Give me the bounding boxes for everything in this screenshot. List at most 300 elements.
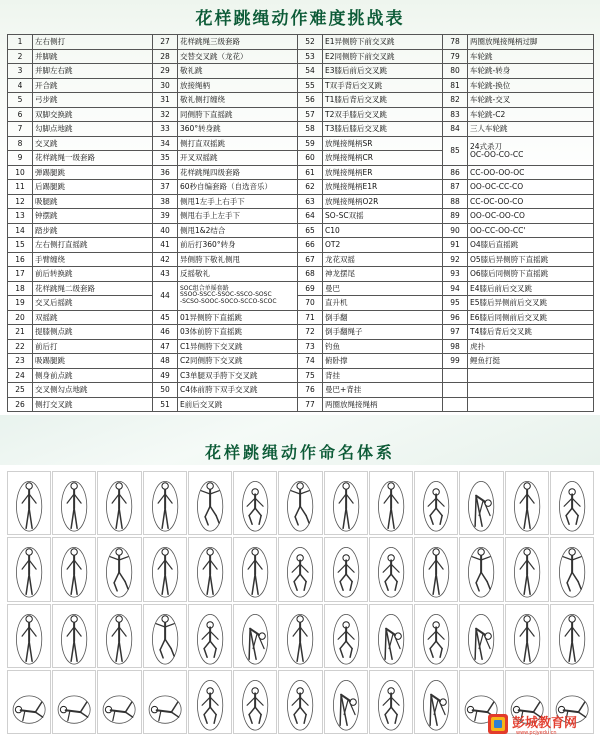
- item-name: T2双手膝后交叉跳: [323, 107, 443, 122]
- table-row: [8, 93, 594, 108]
- item-name: 车轮跳-交叉: [468, 93, 594, 108]
- table-row: [8, 354, 594, 369]
- item-name: 放绳接绳柄O2R: [323, 194, 443, 209]
- item-name: 吸腿跳: [33, 194, 153, 209]
- item-number: 91: [443, 238, 468, 253]
- item-number: 30: [153, 78, 178, 93]
- figure-cell: [369, 471, 413, 535]
- item-name: 开合跳: [33, 78, 153, 93]
- item-number: 64: [298, 209, 323, 224]
- item-name: T3膝后膝后交叉跳: [323, 122, 443, 137]
- item-number: 52: [298, 35, 323, 50]
- item-name: 侧打交叉跳: [33, 397, 153, 412]
- item-number: 23: [8, 354, 33, 369]
- jump-rope-figure-icon: [8, 538, 50, 600]
- item-number: 61: [298, 165, 323, 180]
- figure-cell: [324, 471, 368, 535]
- jump-rope-figure-icon: [98, 538, 140, 600]
- item-number: 33: [153, 122, 178, 137]
- item-number: 85: [443, 136, 468, 165]
- item-name: 直升机: [323, 296, 443, 311]
- figure-cell: [369, 670, 413, 734]
- figure-cell: [550, 471, 594, 535]
- table-row: [8, 310, 594, 325]
- figure-cell: [233, 471, 277, 535]
- jump-rope-figure-icon: [144, 605, 186, 667]
- item-number: 19: [8, 296, 33, 311]
- jump-rope-figure-icon: [415, 605, 457, 667]
- item-number: 70: [298, 296, 323, 311]
- item-name: 两圈放绳接绳柄: [323, 397, 443, 412]
- item-number: 10: [8, 165, 33, 180]
- jump-rope-figure-icon: [53, 472, 95, 534]
- item-name: E1异侧胯下前交叉跳: [323, 35, 443, 50]
- item-number: 12: [8, 194, 33, 209]
- item-name: T双手背后交叉跳: [323, 78, 443, 93]
- table-row: [8, 296, 594, 311]
- item-number: 69: [298, 281, 323, 296]
- figure-cell: [97, 604, 141, 668]
- item-name: 01异侧胯下直摇跳: [178, 310, 298, 325]
- item-name: 侧甩1左手上右手下: [178, 194, 298, 209]
- figure-grid: [6, 470, 594, 735]
- item-name: 侧甩右手上左手下: [178, 209, 298, 224]
- jump-rope-figure-icon: [460, 605, 502, 667]
- item-number: 6: [8, 107, 33, 122]
- item-name: 交叉侧勾点地跳: [33, 383, 153, 398]
- figure-cell: [505, 537, 549, 601]
- item-number: 86: [443, 165, 468, 180]
- item-name: SO-SC双摇: [323, 209, 443, 224]
- figure-cell: [505, 471, 549, 535]
- item-number: 9: [8, 151, 33, 166]
- item-number: 2: [8, 49, 33, 64]
- figure-cell: [143, 670, 187, 734]
- jump-rope-figure-icon: [551, 472, 593, 534]
- item-name: 车轮跳: [468, 49, 594, 64]
- jump-rope-figure-icon: [144, 538, 186, 600]
- figure-cell: [324, 670, 368, 734]
- item-name: C3单腿双手胯下交叉跳: [178, 368, 298, 383]
- item-number: 66: [298, 238, 323, 253]
- item-number: 24: [8, 368, 33, 383]
- item-name: 双摇跳: [33, 310, 153, 325]
- item-number: [443, 368, 468, 383]
- figure-cell: [52, 471, 96, 535]
- item-number: 98: [443, 339, 468, 354]
- item-number: 93: [443, 267, 468, 282]
- item-name: 24式杀刀 OC-OO-CO-CC: [468, 136, 594, 165]
- item-number: 40: [153, 223, 178, 238]
- item-number: 39: [153, 209, 178, 224]
- difficulty-table-grid: [7, 34, 594, 412]
- figure-cell: [505, 604, 549, 668]
- item-name: 两圈放绳接绳柄过脚: [468, 35, 594, 50]
- item-name: OO-CC-OO-CC': [468, 223, 594, 238]
- item-name: 吸踢腿跳: [33, 354, 153, 369]
- table-row: [8, 136, 594, 151]
- item-name: 三人车轮跳: [468, 122, 594, 137]
- item-number: 84: [443, 122, 468, 137]
- figure-cell: [97, 670, 141, 734]
- item-name: [468, 383, 594, 398]
- item-name: O4膝后直摇跳: [468, 238, 594, 253]
- figure-cell: [278, 604, 322, 668]
- item-number: 56: [298, 93, 323, 108]
- figure-cell: [188, 670, 232, 734]
- table-row: [8, 339, 594, 354]
- item-number: 57: [298, 107, 323, 122]
- item-name: C1异侧胯下交叉跳: [178, 339, 298, 354]
- item-number: 94: [443, 281, 468, 296]
- item-number: 16: [8, 252, 33, 267]
- table-row: [8, 194, 594, 209]
- table-row: [8, 368, 594, 383]
- figure-cell: [52, 670, 96, 734]
- item-name: 左右侧打直摇跳: [33, 238, 153, 253]
- item-number: 36: [153, 165, 178, 180]
- jump-rope-figure-icon: [234, 538, 276, 600]
- item-name: 交叉跳: [33, 136, 153, 151]
- difficulty-table: [7, 34, 593, 412]
- item-name: 俯卧撑: [323, 354, 443, 369]
- jump-rope-figure-icon: [144, 671, 186, 733]
- jump-rope-figure-icon: [98, 472, 140, 534]
- item-number: 71: [298, 310, 323, 325]
- item-name: 开叉双摇跳: [178, 151, 298, 166]
- item-number: 67: [298, 252, 323, 267]
- figure-cell: [278, 471, 322, 535]
- item-number: 90: [443, 223, 468, 238]
- item-name: 花样跳绳三级套路: [178, 35, 298, 50]
- item-name: 敬礼跳: [178, 64, 298, 79]
- item-number: [443, 397, 468, 412]
- figure-cell: [97, 471, 141, 535]
- item-name: 双脚交换跳: [33, 107, 153, 122]
- item-number: 63: [298, 194, 323, 209]
- jump-rope-figure-icon: [98, 671, 140, 733]
- item-name: 车轮跳-换位: [468, 78, 594, 93]
- item-name: 60秒自编套路（自选音乐）: [178, 180, 298, 195]
- figure-cell: [550, 537, 594, 601]
- jump-rope-figure-icon: [325, 538, 367, 600]
- jump-rope-figure-icon: [415, 538, 457, 600]
- figure-cell: [414, 537, 458, 601]
- item-number: 77: [298, 397, 323, 412]
- item-number: 49: [153, 368, 178, 383]
- item-name: 背挂: [323, 368, 443, 383]
- item-number: 20: [8, 310, 33, 325]
- item-number: 60: [298, 151, 323, 166]
- jump-rope-figure-icon: [325, 472, 367, 534]
- watermark-logo: [488, 713, 596, 735]
- item-name: 放绳接绳柄ER: [323, 165, 443, 180]
- item-name: E前后交叉跳: [178, 397, 298, 412]
- figure-cell: [188, 471, 232, 535]
- item-number: 79: [443, 49, 468, 64]
- item-name: OO-OC-CC-CO: [468, 180, 594, 195]
- item-number: 15: [8, 238, 33, 253]
- table-row: [8, 281, 594, 296]
- item-name: E4膝后前后交叉跳: [468, 281, 594, 296]
- figure-cell: [414, 604, 458, 668]
- item-number: 8: [8, 136, 33, 151]
- item-number: 17: [8, 267, 33, 282]
- item-number: 59: [298, 136, 323, 151]
- jump-rope-figure-icon: [506, 605, 548, 667]
- jump-rope-figure-icon: [53, 538, 95, 600]
- item-number: 74: [298, 354, 323, 369]
- item-name: 弹踢腿跳: [33, 165, 153, 180]
- item-name: 花样跳绳四级套路: [178, 165, 298, 180]
- jump-rope-figure-icon: [279, 472, 321, 534]
- item-number: 54: [298, 64, 323, 79]
- item-name: 放绳接绳柄SR: [323, 136, 443, 151]
- item-name: 龙花双摇: [323, 252, 443, 267]
- item-number: 81: [443, 78, 468, 93]
- jump-rope-figure-icon: [8, 671, 50, 733]
- watermark-url: www.pcjyedu.cn: [516, 730, 557, 735]
- table-row: [8, 209, 594, 224]
- item-number: 14: [8, 223, 33, 238]
- item-number: 26: [8, 397, 33, 412]
- figure-cell: [324, 537, 368, 601]
- figure-cell: [324, 604, 368, 668]
- item-number: 27: [153, 35, 178, 50]
- table-row: [8, 78, 594, 93]
- table-row: [8, 238, 594, 253]
- jump-rope-figure-icon: [234, 605, 276, 667]
- table-row: [8, 397, 594, 412]
- figure-cell: [52, 537, 96, 601]
- table-row: [8, 252, 594, 267]
- item-name: 鲤鱼打挺: [468, 354, 594, 369]
- jump-rope-figure-icon: [506, 538, 548, 600]
- item-number: 53: [298, 49, 323, 64]
- item-name: SOC组合单摇套路 SSOO-SSCC-SSOC-SSCO-SOSC -SCSO-SOOC-SOCO-SCCO-SCOC: [178, 281, 298, 310]
- item-number: 42: [153, 252, 178, 267]
- jump-rope-figure-icon: [189, 472, 231, 534]
- table-title: 花样跳绳动作难度挑战表: [195, 9, 405, 29]
- item-name: C2同侧胯下交叉跳: [178, 354, 298, 369]
- jump-rope-figure-icon: [370, 472, 412, 534]
- item-name: 前后打360°转身: [178, 238, 298, 253]
- item-number: 11: [8, 180, 33, 195]
- jump-rope-figure-icon: [189, 605, 231, 667]
- figure-cell: [233, 537, 277, 601]
- item-name: 花样跳绳一级套路: [33, 151, 153, 166]
- item-name: OT2: [323, 238, 443, 253]
- jump-rope-figure-icon: [98, 605, 140, 667]
- item-number: 41: [153, 238, 178, 253]
- jump-rope-figure-icon: [189, 538, 231, 600]
- item-name: 放接绳柄: [178, 78, 298, 93]
- item-number: 47: [153, 339, 178, 354]
- item-number: 32: [153, 107, 178, 122]
- item-name: 交替交叉跳（龙花）: [178, 49, 298, 64]
- item-number: 13: [8, 209, 33, 224]
- item-name: 提膝侧点跳: [33, 325, 153, 340]
- jump-rope-figure-icon: [279, 538, 321, 600]
- item-name: 钓鱼: [323, 339, 443, 354]
- figure-cell: [143, 537, 187, 601]
- jump-rope-figure-icon: [460, 538, 502, 600]
- jump-rope-figure-icon: [53, 605, 95, 667]
- item-name: 神龙摆尾: [323, 267, 443, 282]
- jump-rope-figure-icon: [370, 538, 412, 600]
- item-name: 钟摆跳: [33, 209, 153, 224]
- watermark-brand: 彭城教育网: [512, 716, 578, 731]
- item-number: 78: [443, 35, 468, 50]
- figure-cell: [550, 604, 594, 668]
- table-row: [8, 180, 594, 195]
- item-name: 虎扑: [468, 339, 594, 354]
- jump-rope-figure-icon: [144, 472, 186, 534]
- table-row: [8, 223, 594, 238]
- jump-rope-figure-icon: [53, 671, 95, 733]
- figure-cell: [7, 537, 51, 601]
- item-name: O6膝后同侧胯下直摇跳: [468, 267, 594, 282]
- item-number: 88: [443, 194, 468, 209]
- item-name: 后踢腿跳: [33, 180, 153, 195]
- item-name: T4膝后背后交叉跳: [468, 325, 594, 340]
- item-name: 曼巴: [323, 281, 443, 296]
- jump-rope-figure-icon: [551, 605, 593, 667]
- table-row: [8, 35, 594, 50]
- item-name: OO-OC-OO-CO: [468, 209, 594, 224]
- item-name: 反摇敬礼: [178, 267, 298, 282]
- jump-rope-figure-icon: [415, 472, 457, 534]
- figure-cell: [188, 537, 232, 601]
- item-number: 87: [443, 180, 468, 195]
- figure-cell: [7, 670, 51, 734]
- jump-rope-figure-icon: [460, 472, 502, 534]
- item-name: 前后打: [33, 339, 153, 354]
- item-name: 踏步跳: [33, 223, 153, 238]
- item-number: 72: [298, 325, 323, 340]
- item-name: 车轮跳-转身: [468, 64, 594, 79]
- figure-cell: [143, 604, 187, 668]
- item-name: 倒手翻: [323, 310, 443, 325]
- table-row: [8, 165, 594, 180]
- item-number: 65: [298, 223, 323, 238]
- item-name: 交叉后摇跳: [33, 296, 153, 311]
- item-number: 92: [443, 252, 468, 267]
- item-number: 31: [153, 93, 178, 108]
- jump-rope-figure-icon: [279, 671, 321, 733]
- item-name: [468, 368, 594, 383]
- jump-rope-figure-icon: [551, 538, 593, 600]
- table-row: [8, 64, 594, 79]
- item-name: 勾脚点地跳: [33, 122, 153, 137]
- item-number: 48: [153, 354, 178, 369]
- jump-rope-figure-icon: [234, 472, 276, 534]
- table-row: [8, 325, 594, 340]
- item-number: 55: [298, 78, 323, 93]
- item-number: 46: [153, 325, 178, 340]
- jump-rope-figure-icon: [415, 671, 457, 733]
- item-number: 75: [298, 368, 323, 383]
- item-number: 82: [443, 93, 468, 108]
- item-number: 89: [443, 209, 468, 224]
- jump-rope-figure-icon: [279, 605, 321, 667]
- item-number: 1: [8, 35, 33, 50]
- figure-cell: [414, 670, 458, 734]
- item-number: 73: [298, 339, 323, 354]
- item-number: 76: [298, 383, 323, 398]
- item-name: 并脚跳: [33, 49, 153, 64]
- item-name: 左右侧打: [33, 35, 153, 50]
- figure-cell: [97, 537, 141, 601]
- item-name: CC-OO-OO-OC: [468, 165, 594, 180]
- item-name: E6膝后同侧前后交叉跳: [468, 310, 594, 325]
- item-name: [468, 397, 594, 412]
- item-number: 18: [8, 281, 33, 296]
- figure-cell: [52, 604, 96, 668]
- item-name: 曼巴+背挂: [323, 383, 443, 398]
- figure-cell: [7, 471, 51, 535]
- item-name: O5膝后异侧胯下直摇跳: [468, 252, 594, 267]
- item-name: CC-OC-OO-CO: [468, 194, 594, 209]
- item-name: 03体前胯下直摇跳: [178, 325, 298, 340]
- item-name: 同侧胯下直摇跳: [178, 107, 298, 122]
- jump-rope-figure-icon: [189, 671, 231, 733]
- item-name: 弓步跳: [33, 93, 153, 108]
- item-name: E5膝后异侧前后交叉跳: [468, 296, 594, 311]
- item-number: 58: [298, 122, 323, 137]
- item-number: 68: [298, 267, 323, 282]
- figure-cell: [188, 604, 232, 668]
- table-row: [8, 383, 594, 398]
- item-name: 敬礼侧打缠绕: [178, 93, 298, 108]
- item-number: 21: [8, 325, 33, 340]
- item-number: 97: [443, 325, 468, 340]
- figure-cell: [233, 604, 277, 668]
- item-name: T1膝后背后交叉跳: [323, 93, 443, 108]
- jump-rope-figure-icon: [325, 671, 367, 733]
- item-name: C10: [323, 223, 443, 238]
- table-row: [8, 107, 594, 122]
- figure-cell: [459, 604, 503, 668]
- figure-cell: [143, 471, 187, 535]
- item-number: 3: [8, 64, 33, 79]
- item-name: 侧甩1&2结合: [178, 223, 298, 238]
- item-name: C4体前胯下双手交叉跳: [178, 383, 298, 398]
- jump-rope-figure-icon: [370, 671, 412, 733]
- figure-cell: [7, 604, 51, 668]
- item-name: 放绳接绳柄CR: [323, 151, 443, 166]
- figure-cell: [369, 537, 413, 601]
- figure-cell: [459, 471, 503, 535]
- item-number: 51: [153, 397, 178, 412]
- item-name: 手臂缠绕: [33, 252, 153, 267]
- item-number: 29: [153, 64, 178, 79]
- figure-cell: [233, 670, 277, 734]
- item-number: 80: [443, 64, 468, 79]
- item-name: 侧打直双摇跳: [178, 136, 298, 151]
- item-number: 4: [8, 78, 33, 93]
- item-number: 99: [443, 354, 468, 369]
- item-name: 放绳接绳柄E1R: [323, 180, 443, 195]
- figure-cell: [278, 670, 322, 734]
- item-name: 前后转换跳: [33, 267, 153, 282]
- item-number: 96: [443, 310, 468, 325]
- item-number: 95: [443, 296, 468, 311]
- item-number: 83: [443, 107, 468, 122]
- item-number: 34: [153, 136, 178, 151]
- jump-rope-figure-icon: [506, 472, 548, 534]
- item-number: 50: [153, 383, 178, 398]
